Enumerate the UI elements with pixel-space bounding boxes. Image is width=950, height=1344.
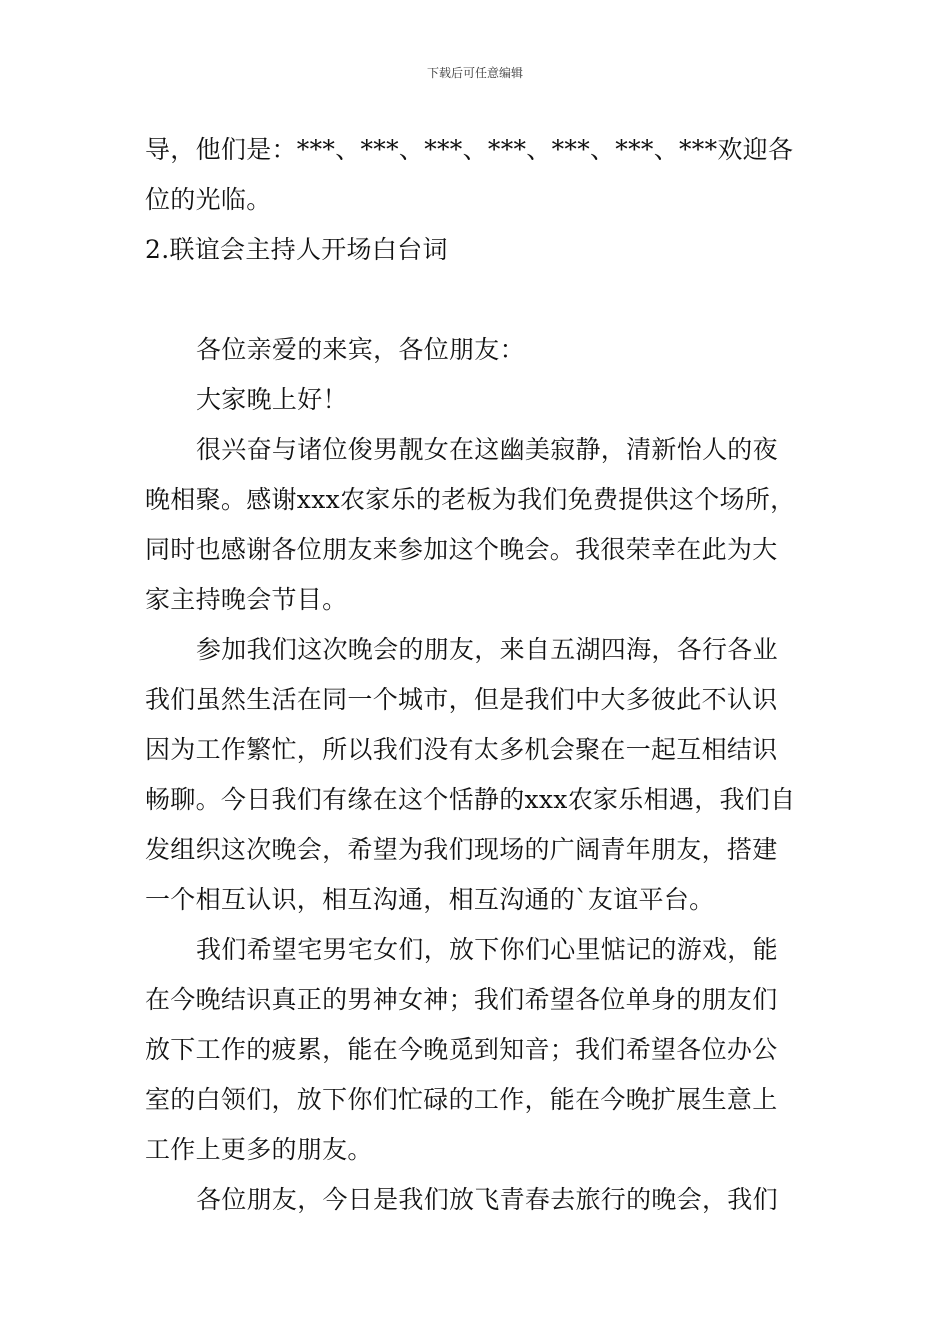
salutation: 各位亲爱的来宾，各位朋友：	[196, 335, 525, 364]
text-line: 导，他们是：***、***、***、***、***、***、***欢迎各	[145, 135, 794, 164]
paragraph-2-line: 畅聊。今日我们有缘在这个恬静的xxx农家乐相遇，我们自	[145, 785, 796, 814]
paragraph-2-line: 参加我们这次晚会的朋友，来自五湖四海，各行各业	[196, 635, 778, 664]
page-header-note: 下载后可任意编辑	[426, 66, 523, 80]
paragraph-2-line: 一个相互认识，相互沟通，相互沟通的`友谊平台。	[145, 885, 715, 914]
speech-body	[145, 325, 810, 1225]
paragraph-2-line: 我们虽然生活在同一个城市，但是我们中大多彼此不认识	[145, 685, 778, 714]
paragraph-4-line: 各位朋友，今日是我们放飞青春去旅行的晚会，我们	[196, 1185, 778, 1214]
text-line: 位的光临。	[145, 185, 272, 214]
paragraph-1-line: 晚相聚。感谢xxx农家乐的老板为我们免费提供这个场所，	[145, 485, 796, 514]
paragraph-1-line: 同时也感谢各位朋友来参加这个晚会。我很荣幸在此为大	[145, 535, 778, 564]
paragraph-3-line: 放下工作的疲累，能在今晚觅到知音；我们希望各位办公	[145, 1035, 778, 1064]
section-heading: 2.联谊会主持人开场白台词	[145, 235, 448, 264]
paragraph-2-line: 发组织这次晚会，希望为我们现场的广阔青年朋友，搭建	[145, 835, 778, 864]
paragraph-3-line: 在今晚结识真正的男神女神；我们希望各位单身的朋友们	[145, 985, 778, 1014]
paragraph-3-line: 室的白领们，放下你们忙碌的工作，能在今晚扩展生意上	[145, 1085, 778, 1114]
continuation-paragraph	[145, 125, 810, 275]
paragraph-3-line: 工作上更多的朋友。	[145, 1135, 373, 1164]
paragraph-3-line: 我们希望宅男宅女们，放下你们心里惦记的游戏，能	[196, 935, 778, 964]
paragraph-2-line: 因为工作繁忙，所以我们没有太多机会聚在一起互相结识	[145, 735, 778, 764]
paragraph-1-line: 很兴奋与诸位俊男靓女在这幽美寂静，清新怡人的夜	[196, 435, 778, 464]
greeting: 大家晚上好！	[196, 385, 348, 414]
paragraph-1-line: 家主持晚会节目。	[145, 585, 348, 614]
